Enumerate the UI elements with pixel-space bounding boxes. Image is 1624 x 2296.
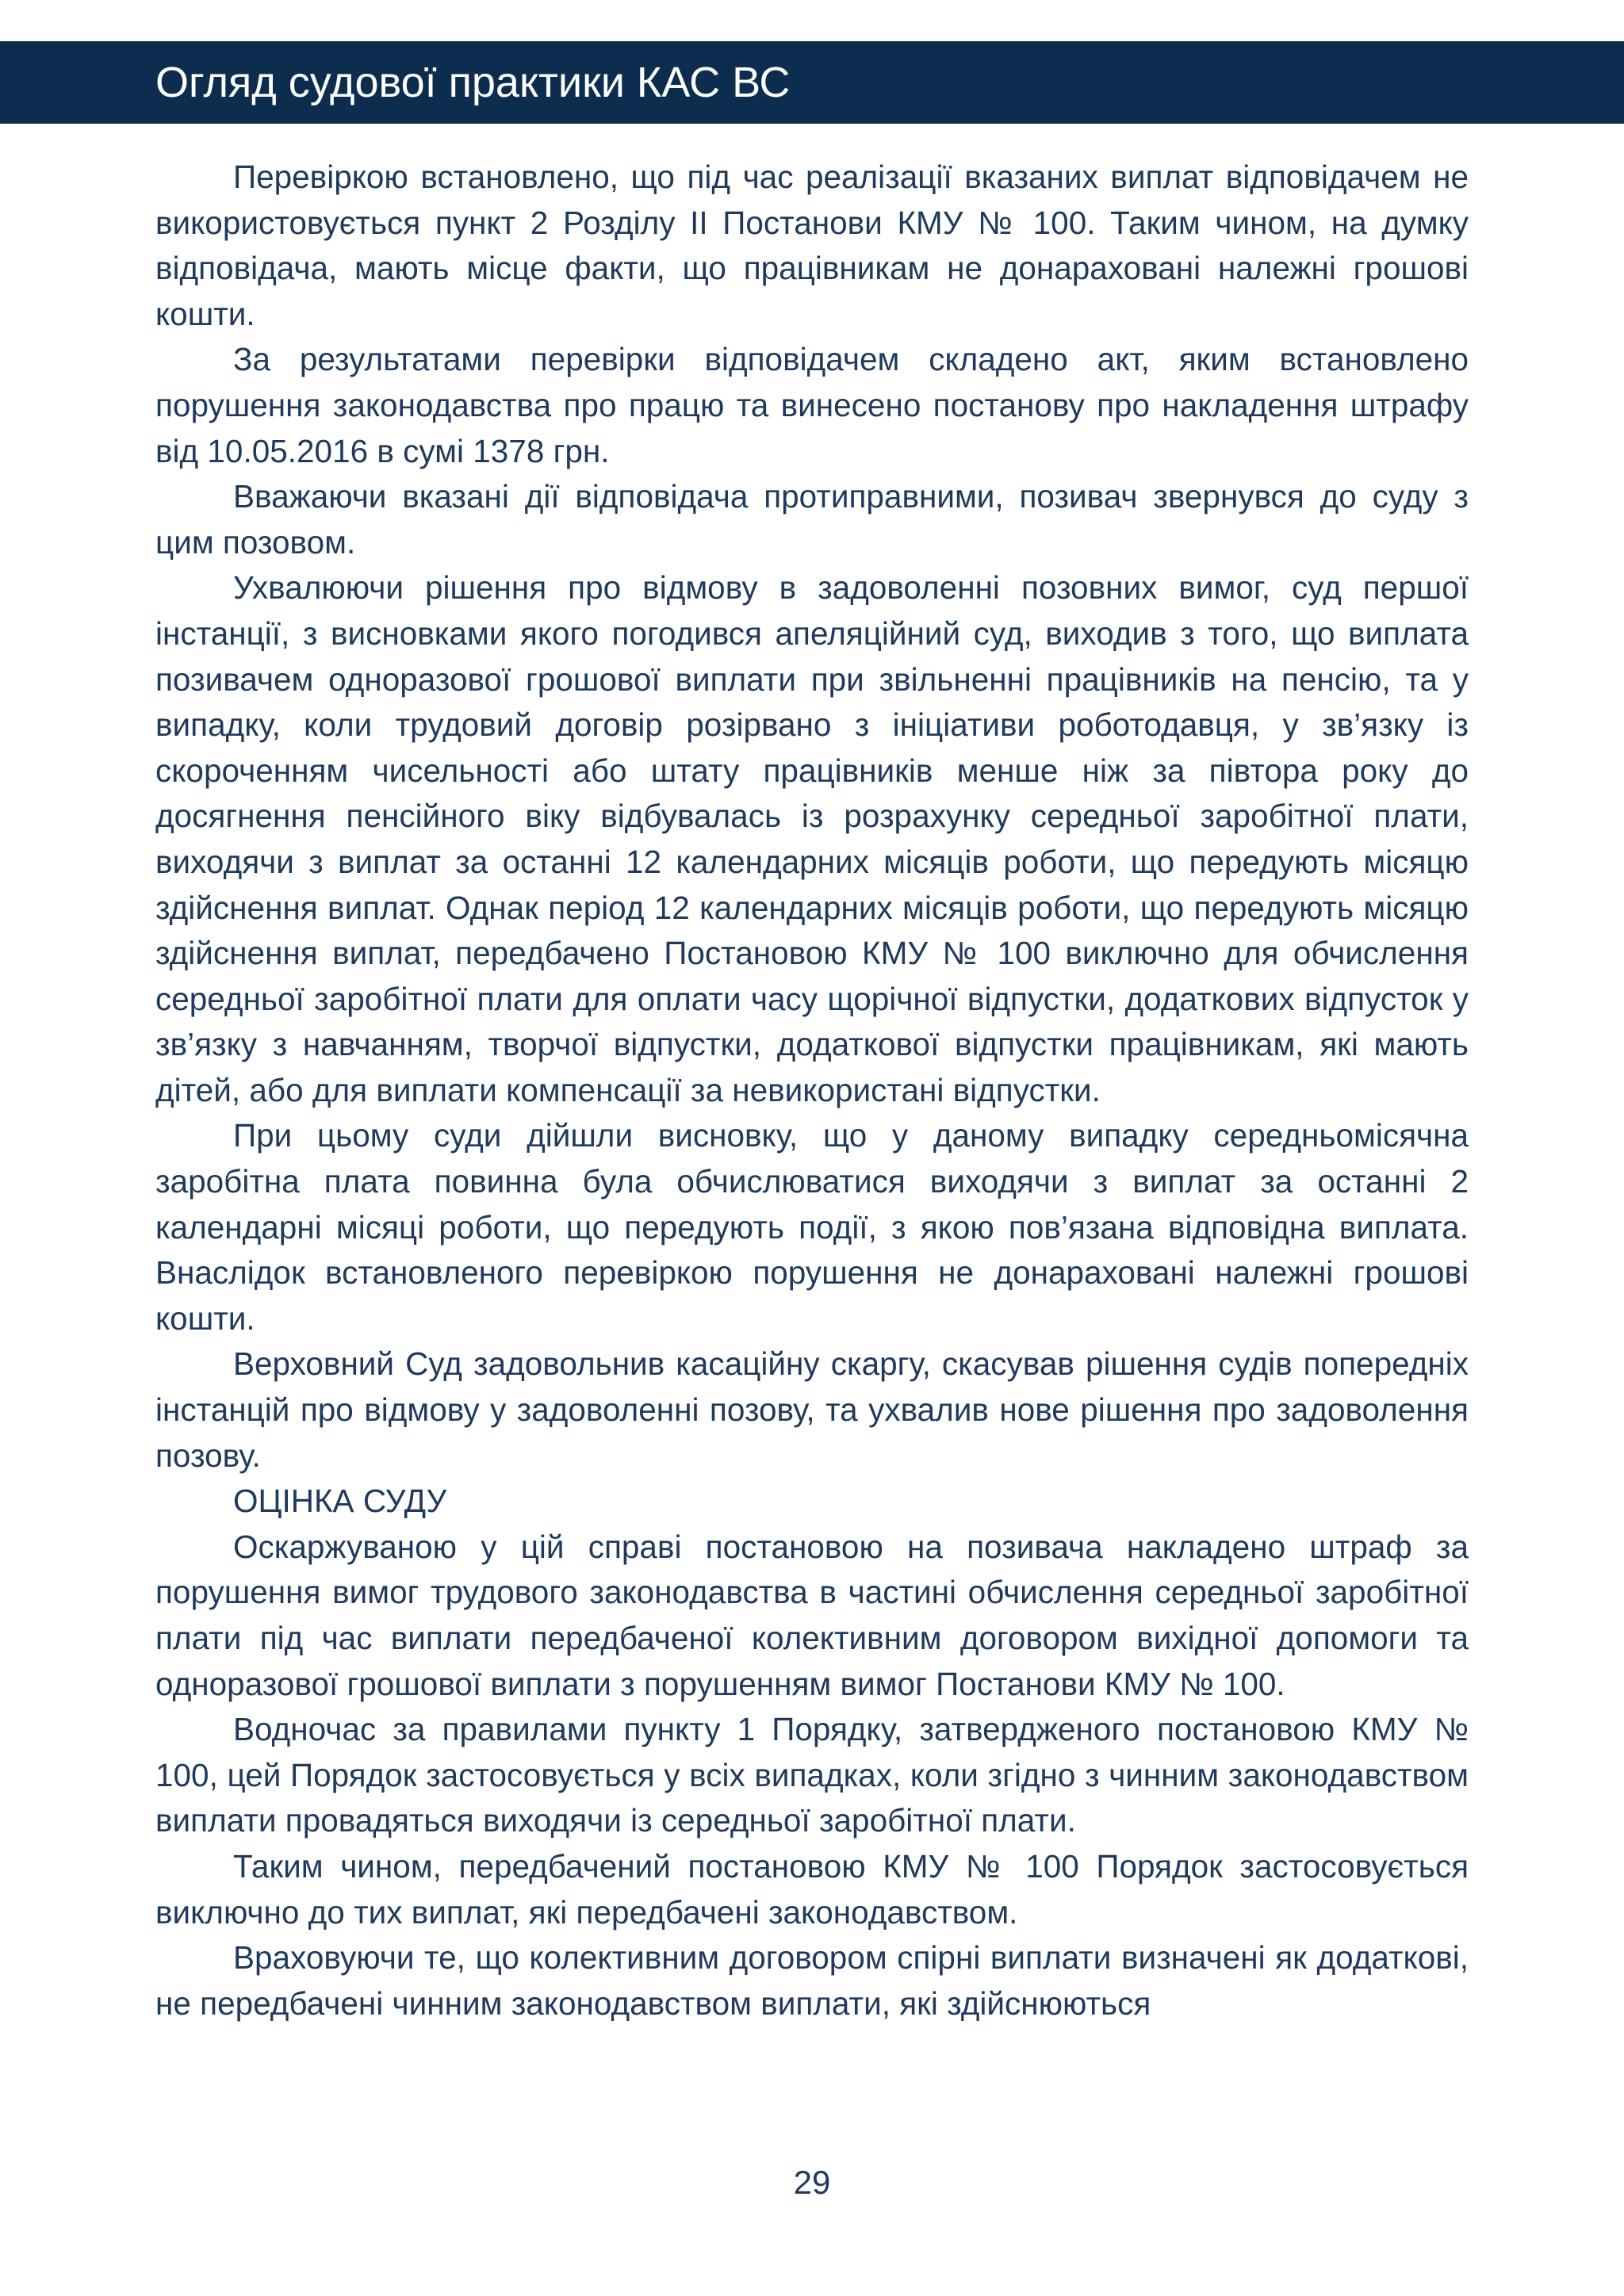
paragraph: Оскаржуваною у цій справі постановою на позивача накладено штраф за порушення вимог трудового законодавства в частині обчислення середньої заробітної плати під час виплати передбаченої колективним договором вихідної допомоги та одноразової грошової виплати з порушенням вимог Постанови КМУ № 100. xyxy=(155,1528,1469,1702)
paragraph: Верховний Суд задовольнив касаційну скаргу, скасував рішення судів попередніх інстанцій про відмову у задоволенні позову, та ухвалив нове рішення про задоволення позову. xyxy=(155,1345,1469,1474)
paragraph: При цьому суди дійшли висновку, що у даному випадку середньомісячна заробітна плата повинна була обчислюватися виходячи з виплат за останні 2 календарні місяці роботи, що передують події, з якою пов’язана відповідна виплата. Внаслідок встановленого перевіркою порушення не донараховані належні грошові кошти. xyxy=(155,1117,1469,1337)
paragraph: Ухвалюючи рішення про відмову в задоволенні позовних вимог, суд першої інстанції, з висновками якого погодився апеляційний суд, виходив з того, що виплата позивачем одноразової грошової виплати при звільненні працівників на пенсію, та у випадку, коли трудовий договір розірвано з ініціативи роботодавця, у зв’язку із скороченням чисельності або штату працівників менше ніж за півтора року до досягнення пенсійного віку відбувалась із розрахунку середньої заробітної плати, виходячи з виплат за останні 12 календарних місяців роботи, що передують місяцю здійснення виплат. Однак період 12 календарних місяців роботи, що передують місяцю здійснення виплат, передбачено Постановою КМУ № 100 виключно для обчислення середньої заробітної плати для оплати часу щорічної відпустки, додаткових відпусток у зв’язку з навчанням, творчої відпустки, додаткової відпустки працівникам, які мають дітей, або для виплати компенсації за невикористані відпустки. xyxy=(155,569,1469,1108)
document-body xyxy=(155,155,1469,2026)
page-number: 29 xyxy=(793,2164,831,2201)
paragraph: Враховуючи те, що колективним договором спірні виплати визначені як додаткові, не передбачені чинним законодавством виплати, які здійснюються xyxy=(155,1939,1469,2022)
header-title: Огляд судової практики КАС ВС xyxy=(155,59,791,106)
paragraph: Таким чином, передбачений постановою КМУ № 100 Порядок застосовується виключно до тих виплат, які передбачені законодавством. xyxy=(155,1847,1469,1931)
paragraph: Водночас за правилами пункту 1 Порядку, затвердженого постановою КМУ № 100, цей Порядок застосовується у всіх випадках, коли згідно з чинним законодавством виплати провадяться виходячи із середньої заробітної плати. xyxy=(155,1711,1469,1839)
header-bar xyxy=(0,41,1624,124)
paragraph: Перевіркою встановлено, що під час реалізації вказаних виплат відповідачем не використовується пункт 2 Розділу ІІ Постанови КМУ № 100. Таким чином, на думку відповідача, мають місце факти, що працівникам не донараховані належні грошові кошти. xyxy=(155,159,1469,332)
section-heading: ОЦІНКА СУДУ xyxy=(233,1483,447,1520)
paragraph: За результатами перевірки відповідачем складено акт, яким встановлено порушення законодавства про працю та винесено постанову про накладення штрафу від 10.05.2016 в сумі 1378 грн. xyxy=(155,341,1469,469)
paragraph: Вважаючи вказані дії відповідача протиправними, позивач звернувся до суду з цим позовом. xyxy=(155,478,1469,561)
